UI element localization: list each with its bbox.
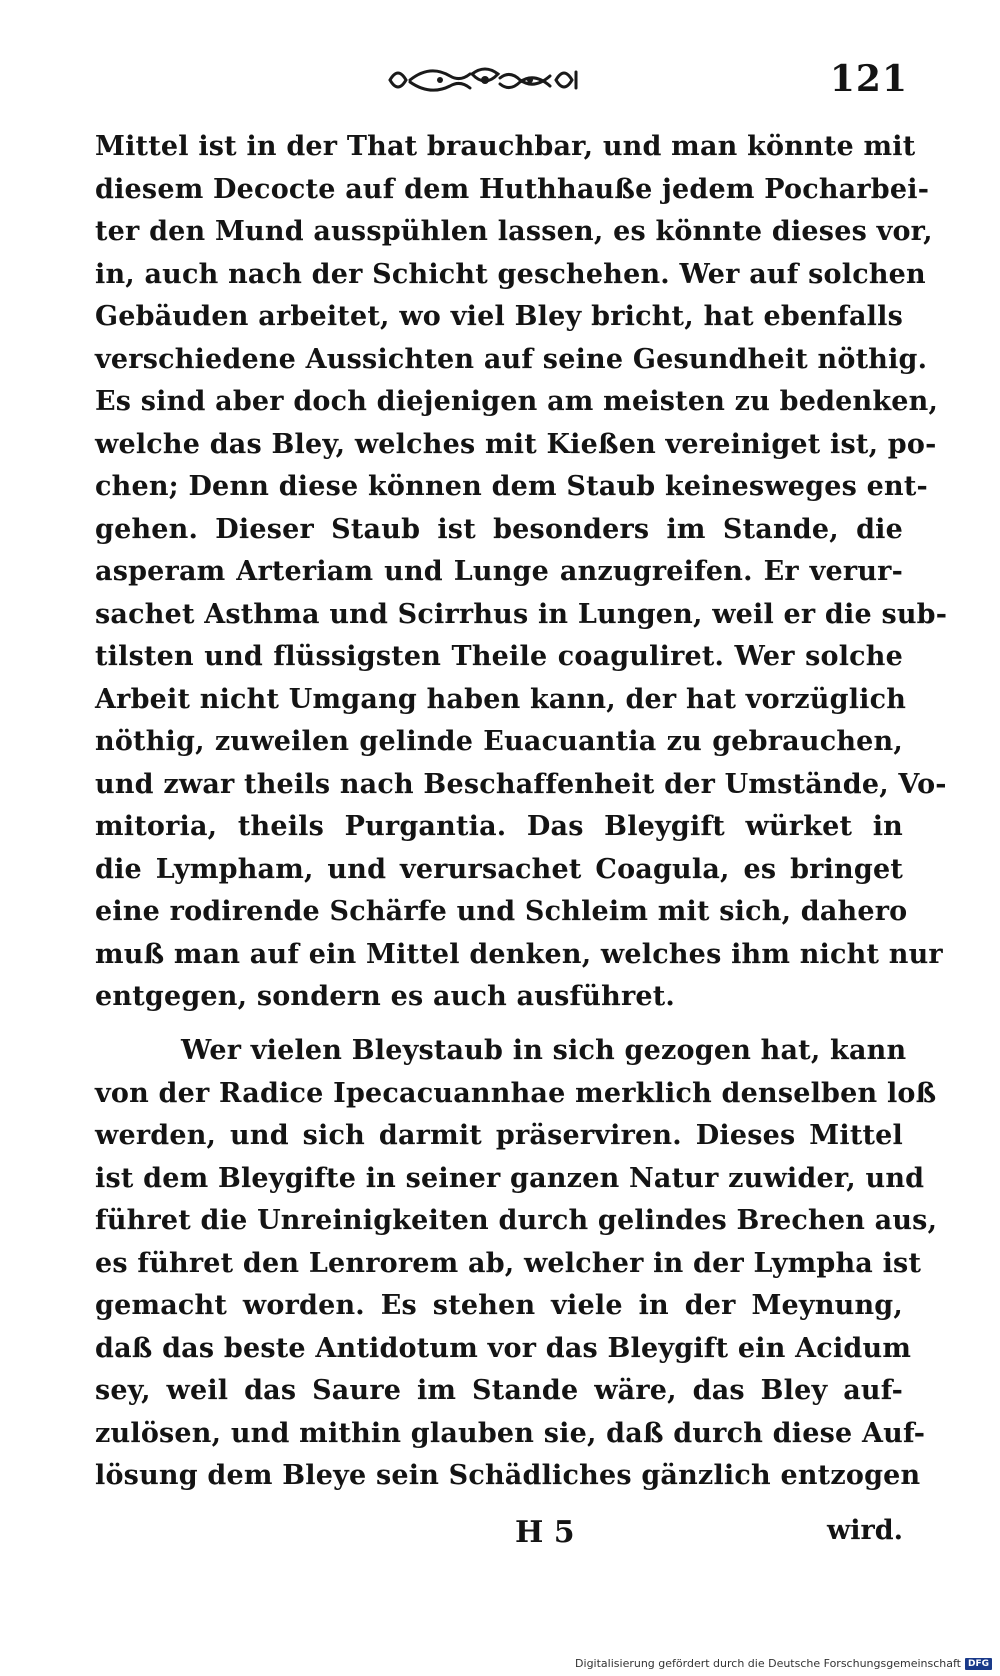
text-line: mitoria, theils Purgantia. Das Bleygift würket in bbox=[95, 811, 903, 842]
text-line: diesem Decocte auf dem Huthhauße jedem Pocharbei- bbox=[95, 173, 930, 205]
paragraph-1 bbox=[95, 126, 948, 1019]
text-line: welche das Bley, welches mit Kießen vereiniget ist, po- bbox=[95, 428, 937, 460]
text-line: muß man auf ein Mittel denken, welches ihm nicht nur bbox=[95, 938, 943, 970]
text-line: Gebäuden arbeitet, wo viel Bley bricht, hat ebenfalls bbox=[95, 301, 903, 332]
text-line: asperam Arteriam und Lunge anzugreifen. Er verur- bbox=[95, 556, 903, 587]
text-line: eine rodirende Schärfe und Schleim mit sich, dahero bbox=[95, 896, 908, 927]
text-line: und zwar theils nach Beschaffenheit der Umstände, Vo- bbox=[95, 768, 947, 800]
text-line: verschiedene Aussichten auf seine Gesundheit nöthig. bbox=[95, 343, 928, 375]
text-line: führet die Unreinigkeiten durch gelindes Brechen aus, bbox=[95, 1205, 938, 1236]
text-line: entgegen, sondern es auch ausführet. bbox=[95, 981, 676, 1012]
text-line: Mittel ist in der That brauchbar, und man könnte mit bbox=[95, 131, 916, 162]
text-line: nöthig, zuweilen gelinde Euacuantia zu gebrauchen, bbox=[95, 726, 903, 757]
text-line: daß das beste Antidotum vor das Bleygift ein Acidum bbox=[95, 1332, 912, 1364]
text-line: sachet Asthma und Scirrhus in Lungen, weil er die sub- bbox=[95, 598, 948, 630]
digitization-credit bbox=[575, 1657, 992, 1670]
text-line: von der Radice Ipecacuannhae merklich denselben loß bbox=[95, 1077, 937, 1109]
text-line: gehen. Dieser Staub ist besonders im Stande, die bbox=[95, 513, 903, 545]
signature-mark: H 5 bbox=[515, 1515, 575, 1550]
text-line: sey, weil das Saure im Stande wäre, das Bley auf- bbox=[95, 1375, 903, 1406]
decorative-vignette-icon bbox=[380, 58, 590, 102]
text-line: die Lympham, und verursachet Coagula, es bringet bbox=[95, 853, 903, 885]
text-line: Es sind aber doch diejenigen am meisten zu bedenken, bbox=[95, 386, 939, 417]
text-line: Arbeit nicht Umgang haben kann, der hat vorzüglich bbox=[95, 683, 907, 715]
text-line: zulösen, und mithin glauben sie, daß durch diese Auf- bbox=[95, 1417, 926, 1449]
paragraph-2 bbox=[95, 1030, 938, 1498]
text-line: gemacht worden. Es stehen viele in der Meynung, bbox=[95, 1290, 903, 1321]
text-line: tilsten und flüssigsten Theile coaguliret. Wer solche bbox=[95, 641, 903, 672]
text-line: chen; Denn diese können dem Staub keinesweges ent- bbox=[95, 471, 928, 502]
text-line: Wer vielen Bleystaub in sich gezogen hat, kann bbox=[181, 1035, 907, 1066]
text-line: werden, und sich darmit präserviren. Dieses Mittel bbox=[95, 1120, 903, 1151]
page-header bbox=[0, 50, 1000, 110]
text-line: in, auch nach der Schicht geschehen. Wer auf solchen bbox=[95, 258, 926, 290]
text-line: lösung dem Bleye sein Schädliches gänzlich entzogen bbox=[95, 1460, 921, 1491]
dfg-logo: DFG bbox=[965, 1658, 992, 1670]
page-footer bbox=[95, 1515, 903, 1561]
page-number: 121 bbox=[829, 58, 908, 100]
text-line: ter den Mund ausspühlen lassen, es könnte dieses vor, bbox=[95, 216, 933, 247]
credit-text: Digitalisierung gefördert durch die Deutsche Forschungsgemeinschaft bbox=[575, 1657, 961, 1670]
text-line: ist dem Bleygifte in seiner ganzen Natur zuwider, und bbox=[95, 1162, 925, 1194]
text-line: es führet den Lenrorem ab, welcher in der Lympha ist bbox=[95, 1247, 922, 1279]
catchword: wird. bbox=[826, 1515, 903, 1546]
